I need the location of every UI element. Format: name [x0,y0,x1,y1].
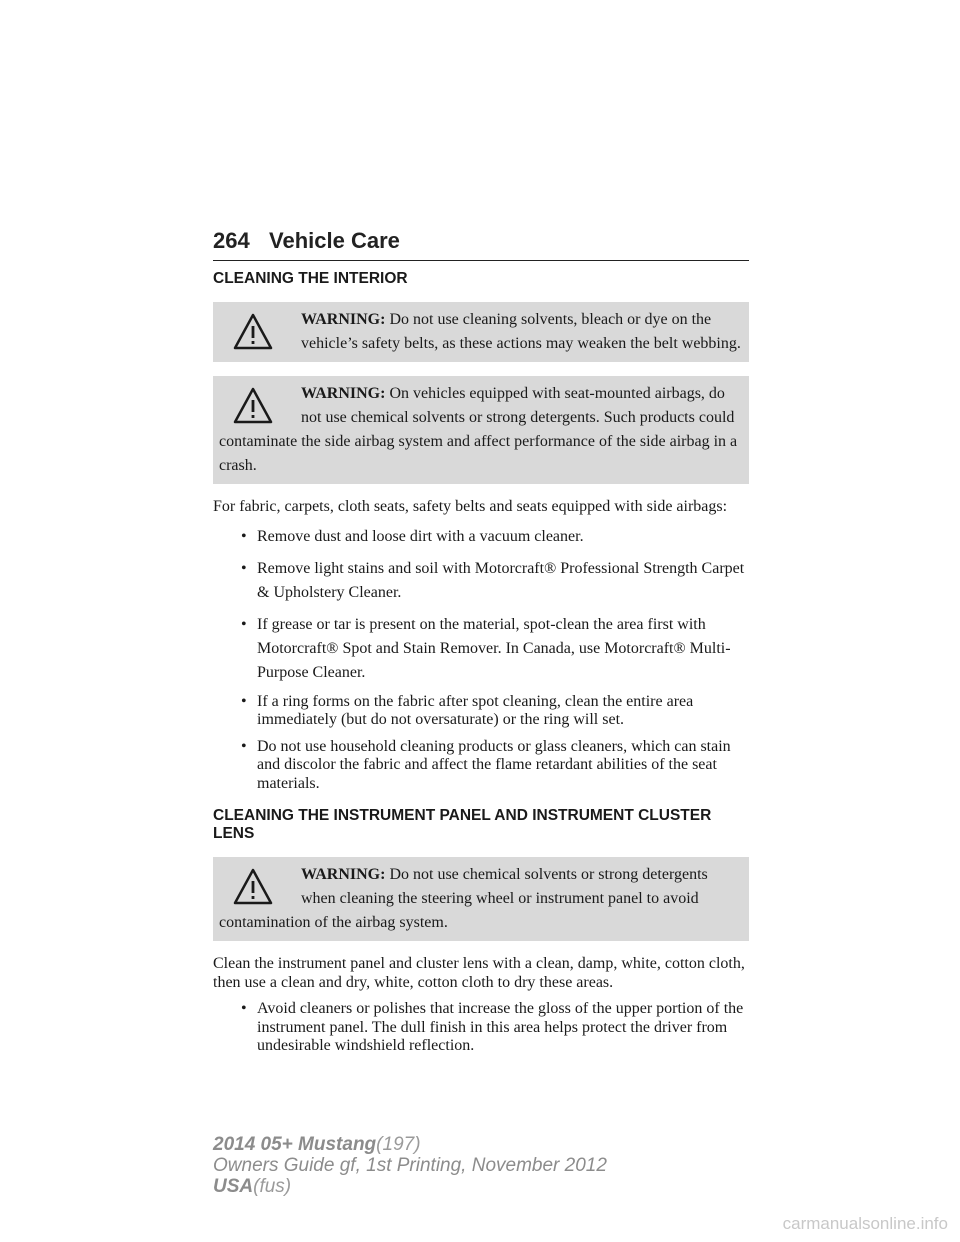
list-item-text: If a ring forms on the fabric after spot cleaning, clean the entire area immediately (but do not oversaturate) or the ring will set. [257,692,694,728]
warning-label: WARNING: [301,385,386,402]
warning-text: Do not use cleaning solvents, bleach or dye on the vehicle’s safety belts, as these actions may weaken the belt webbing. [301,311,741,352]
warning-label: WARNING: [301,866,386,883]
bullet-icon: • [241,527,247,545]
footer-line-printing: Owners Guide gf, 1st Printing, November 2012 [213,1155,607,1176]
list-item [213,613,749,685]
footer-model: 2014 05+ Mustang [213,1134,377,1155]
warning-triangle-icon [233,867,273,907]
list-item [213,557,749,605]
warning-text: On vehicles equipped with seat-mounted airbags, do not use chemical solvents or strong detergents. Such products could contaminate the side airbag system and affect performance of the side airbag in a crash. [219,385,738,474]
list-item [213,738,749,794]
list-item-text: If grease or tar is present on the material, spot-clean the area first with Motorcraft® Spot and Stain Remover. In Canada, use Motorcraft® Multi-Purpose Cleaner. [257,615,731,681]
page-number: 264 [213,228,250,253]
warning-triangle-icon [233,386,273,426]
list-item-text: Do not use household cleaning products or glass cleaners, which can stain and discolor the fabric and affect the flame retardant abilities of the seat materials. [257,737,731,792]
section-heading-interior: CLEANING THE INTERIOR [213,270,408,287]
bullet-icon: • [241,692,247,710]
page-content [213,270,749,1070]
warning-triangle-icon [233,312,273,352]
bullet-icon: • [241,1000,247,1017]
bullet-icon: • [241,737,247,755]
section-heading-instrument-panel: CLEANING THE INSTRUMENT PANEL AND INSTRUMENT CLUSTER LENS [213,807,712,842]
bullet-icon: • [241,615,247,633]
section-title: Vehicle Care [269,228,400,253]
watermark-link[interactable]: carmanualsonline.info [782,1214,948,1233]
footer-line-region [213,1176,753,1197]
page-header [213,226,749,261]
list-item-text: Remove light stains and soil with Motorcraft® Professional Strength Carpet & Upholstery Cleaner. [257,559,745,601]
bullet-list [213,1000,749,1056]
warning-box [213,857,749,941]
bullet-icon: • [241,559,247,577]
intro-paragraph: Clean the instrument panel and cluster lens with a clean, damp, white, cotton cloth, then use a clean and dry, white, cotton cloth to dry these areas. [213,955,745,991]
list-item-text: Avoid cleaners or polishes that increase the gloss of the upper portion of the instrument panel. The dull finish in this area helps protect the driver from undesirable windshield reflection. [257,1000,744,1054]
list-item [213,1000,749,1056]
intro-paragraph: For fabric, carpets, cloth seats, safety belts and seats equipped with side airbags: [213,498,728,515]
warning-label: WARNING: [301,311,386,328]
warning-text: Do not use chemical solvents or strong detergents when cleaning the steering wheel or instrument panel to avoid contamination of the airbag system. [219,866,708,931]
print-footer [213,1134,753,1197]
list-item-text: Remove dust and loose dirt with a vacuum cleaner. [257,527,584,545]
warning-box [213,376,749,484]
footer-region: USA [213,1176,254,1197]
footer-model-code: (197) [376,1134,421,1155]
footer-region-code: (fus) [253,1176,292,1197]
warning-box [213,302,749,362]
bullet-list [213,525,749,794]
list-item [213,693,749,730]
footer-line-model [213,1134,753,1155]
list-item [213,525,749,549]
